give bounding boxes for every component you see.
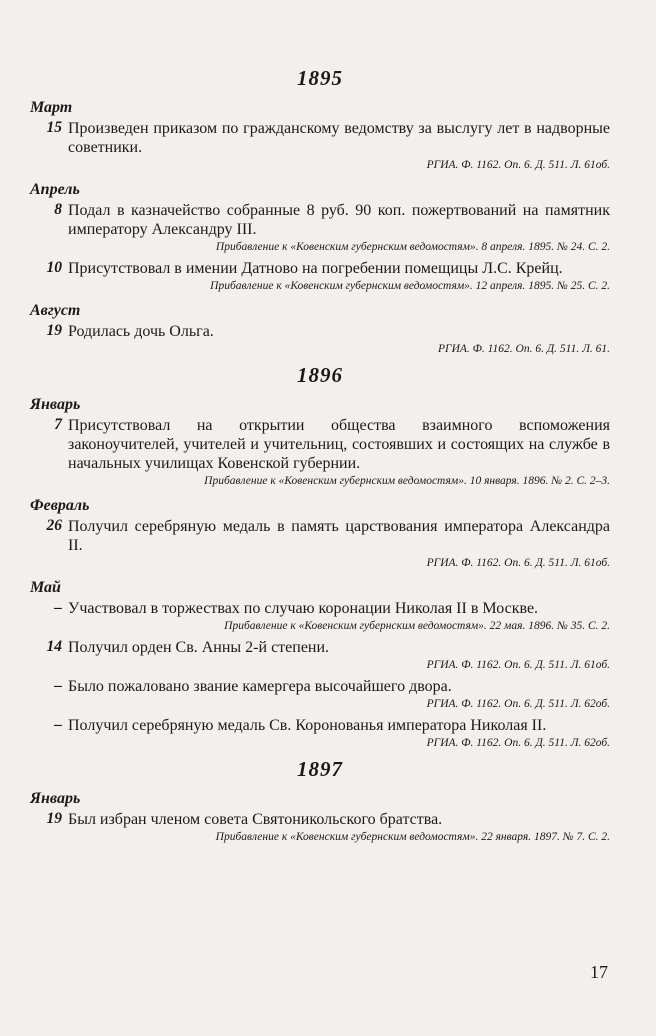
entry-day: 7 bbox=[54, 416, 62, 433]
entry-source: РГИА. Ф. 1162. Оп. 6. Д. 511. Л. 61. bbox=[438, 343, 610, 355]
entry-text: Получил орден Св. Анны 2-й степени. bbox=[68, 639, 330, 656]
entry-text: Получил серебряную медаль в память царствования императора Александра II. bbox=[68, 518, 610, 554]
entry-text: Было пожаловано звание камергера высочайшего двора. bbox=[68, 678, 452, 695]
month-heading: Апрель bbox=[30, 181, 80, 198]
entry-day: – bbox=[54, 716, 62, 733]
entry-text: Участвовал в торжествах по случаю коронации Николая II в Москве. bbox=[68, 600, 539, 617]
month-heading: Февраль bbox=[30, 497, 90, 514]
chronicle-entry bbox=[30, 201, 610, 255]
entry-source: РГИА. Ф. 1162. Оп. 6. Д. 511. Л. 61об. bbox=[426, 557, 610, 569]
entry-text: Родилась дочь Ольга. bbox=[68, 323, 214, 340]
entry-source: Прибавление к «Ковенским губернским ведомостям». 22 января. 1897. № 7. С. 2. bbox=[215, 831, 610, 843]
entry-source: Прибавление к «Ковенским губернским ведомостям». 22 мая. 1896. № 35. С. 2. bbox=[224, 620, 610, 632]
month-heading: Март bbox=[30, 99, 73, 116]
year-heading: 1895 bbox=[297, 66, 343, 90]
year-heading: 1896 bbox=[297, 363, 343, 387]
entry-source: Прибавление к «Ковенским губернским ведомостям». 8 апреля. 1895. № 24. С. 2. bbox=[215, 241, 610, 253]
entry-day: 19 bbox=[46, 322, 62, 339]
month-heading: Май bbox=[30, 579, 61, 596]
entry-day: 26 bbox=[46, 517, 62, 534]
chronicle-entry bbox=[30, 517, 610, 571]
entry-day: – bbox=[54, 677, 62, 694]
chronicle-entry bbox=[30, 677, 610, 712]
month-heading: Август bbox=[30, 302, 81, 319]
entry-text: Присутствовал в имении Датново на погребении помещицы Л.С. Крейц. bbox=[68, 260, 563, 277]
entry-day: 15 bbox=[46, 119, 62, 136]
entry-day: 19 bbox=[46, 810, 62, 827]
month-heading: Январь bbox=[30, 790, 81, 807]
chronicle-entry bbox=[30, 416, 610, 489]
month-heading: Январь bbox=[30, 396, 81, 413]
entry-text: Подал в казначейство собранные 8 руб. 90 коп. пожертвований на памятник императору Александру III. bbox=[68, 202, 610, 238]
chronicle-page bbox=[30, 60, 610, 849]
entry-text: Произведен приказом по гражданскому ведомству за выслугу лет в надворные советники. bbox=[68, 120, 610, 156]
chronicle-entry bbox=[30, 716, 610, 751]
chronicle-entry bbox=[30, 119, 610, 173]
entry-day: – bbox=[54, 599, 62, 616]
chronicle-entry bbox=[30, 599, 610, 634]
chronicle-entry bbox=[30, 259, 610, 294]
entry-text: Был избран членом совета Святоникольского братства. bbox=[68, 811, 443, 828]
entry-day: 8 bbox=[54, 201, 62, 218]
entry-source: Прибавление к «Ковенским губернским ведомостям». 12 апреля. 1895. № 25. С. 2. bbox=[210, 280, 610, 292]
entry-source: РГИА. Ф. 1162. Оп. 6. Д. 511. Л. 61об. bbox=[426, 159, 610, 171]
chronicle-entry bbox=[30, 810, 610, 845]
entry-text: Присутствовал на открытии общества взаимного вспоможения законоучителей, учителей и учительниц, состоявших и состоящих на службе в начальных училищах Ковенской губернии. bbox=[68, 417, 610, 472]
chronicle-entry bbox=[30, 638, 610, 673]
entry-source: РГИА. Ф. 1162. Оп. 6. Д. 511. Л. 62об. bbox=[426, 698, 610, 710]
entry-source: РГИА. Ф. 1162. Оп. 6. Д. 511. Л. 61об. bbox=[426, 659, 610, 671]
entry-source: Прибавление к «Ковенским губернским ведомостям». 10 января. 1896. № 2. С. 2–3. bbox=[204, 475, 610, 487]
entry-source: РГИА. Ф. 1162. Оп. 6. Д. 511. Л. 62об. bbox=[426, 737, 610, 749]
entry-text: Получил серебряную медаль Св. Коронованья императора Николая II. bbox=[68, 717, 547, 734]
entry-day: 10 bbox=[46, 259, 62, 276]
chronicle-entry bbox=[30, 322, 610, 357]
year-heading: 1897 bbox=[297, 757, 343, 781]
entry-day: 14 bbox=[46, 638, 62, 655]
page-number: 17 bbox=[590, 962, 608, 982]
